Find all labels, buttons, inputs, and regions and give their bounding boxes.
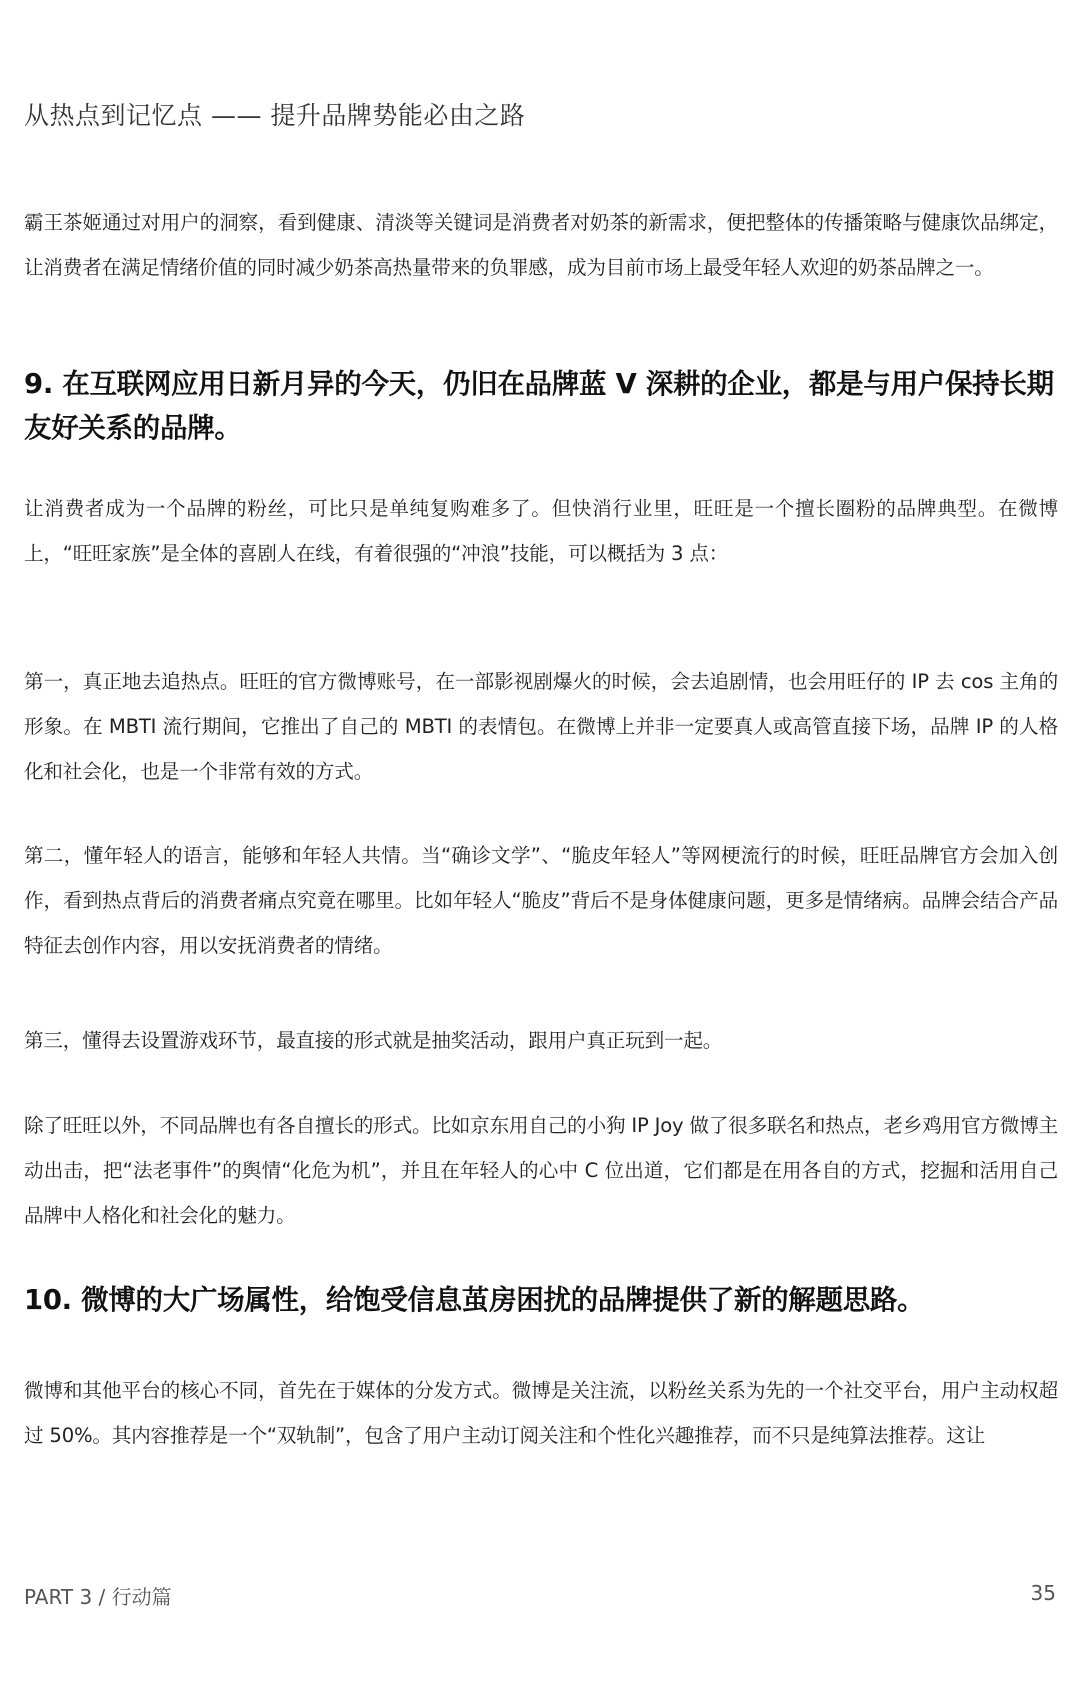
paragraph-first: 第一，真正地去追热点。旺旺的官方微博账号，在一部影视剧爆火的时候，会去追剧情，也会用旺仔的 IP 去 cos 主角的形象。在 MBTI 流行期间，它推出了自己的 MBTI 的表情包。在微博上并非一定要真人或高管直接下场，品牌 IP 的人格化和社会化，也是一个非常有效的方式。 [24, 670, 1058, 783]
section-heading-10: 10. 微博的大广场属性，给饱受信息茧房困扰的品牌提供了新的解题思路。 [24, 1284, 925, 1316]
page-number: 35 [1030, 1581, 1056, 1605]
paragraph-intro: 霸王茶姬通过对用户的洞察，看到健康、清淡等关键词是消费者对奶茶的新需求，便把整体的传播策略与健康饮品绑定，让消费者在满足情绪价值的同时减少奶茶高热量带来的负罪感，成为目前市场上最受年轻人欢迎的奶茶品牌之一。 [24, 211, 1058, 279]
section-heading-9: 9. 在互联网应用日新月异的今天，仍旧在品牌蓝 V 深耕的企业，都是与用户保持长期友好关系的品牌。 [24, 368, 1054, 444]
footer-section-label: PART 3 / 行动篇 [24, 1585, 172, 1609]
paragraph-fans: 让消费者成为一个品牌的粉丝，可比只是单纯复购难多了。但快消行业里，旺旺是一个擅长圈粉的品牌典型。在微博上，“旺旺家族”是全体的喜剧人在线，有着很强的“冲浪”技能，可以概括为 3 点： [24, 497, 1058, 565]
paragraph-second: 第二，懂年轻人的语言，能够和年轻人共情。当“确诊文学”、“脆皮年轻人”等网梗流行的时候，旺旺品牌官方会加入创作，看到热点背后的消费者痛点究竟在哪里。比如年轻人“脆皮”背后不是身体健康问题，更多是情绪病。品牌会结合产品特征去创作内容，用以安抚消费者的情绪。 [24, 844, 1058, 957]
running-title: 从热点到记忆点 —— 提升品牌势能必由之路 [24, 101, 526, 130]
paragraph-others: 除了旺旺以外，不同品牌也有各自擅长的形式。比如京东用自己的小狗 IP Joy 做了很多联名和热点，老乡鸡用官方微博主动出击，把“法老事件”的舆情“化危为机”，并且在年轻人的心中 C 位出道，它们都是在用各自的方式，挖掘和活用自己品牌中人格化和社会化的魅力。 [24, 1114, 1058, 1227]
paragraph-third: 第三，懂得去设置游戏环节，最直接的形式就是抽奖活动，跟用户真正玩到一起。 [24, 1029, 723, 1052]
paragraph-weibo: 微博和其他平台的核心不同，首先在于媒体的分发方式。微博是关注流，以粉丝关系为先的一个社交平台，用户主动权超过 50%。其内容推荐是一个“双轨制”，包含了用户主动订阅关注和个性化兴趣推荐，而不只是纯算法推荐。这让 [24, 1379, 1058, 1447]
